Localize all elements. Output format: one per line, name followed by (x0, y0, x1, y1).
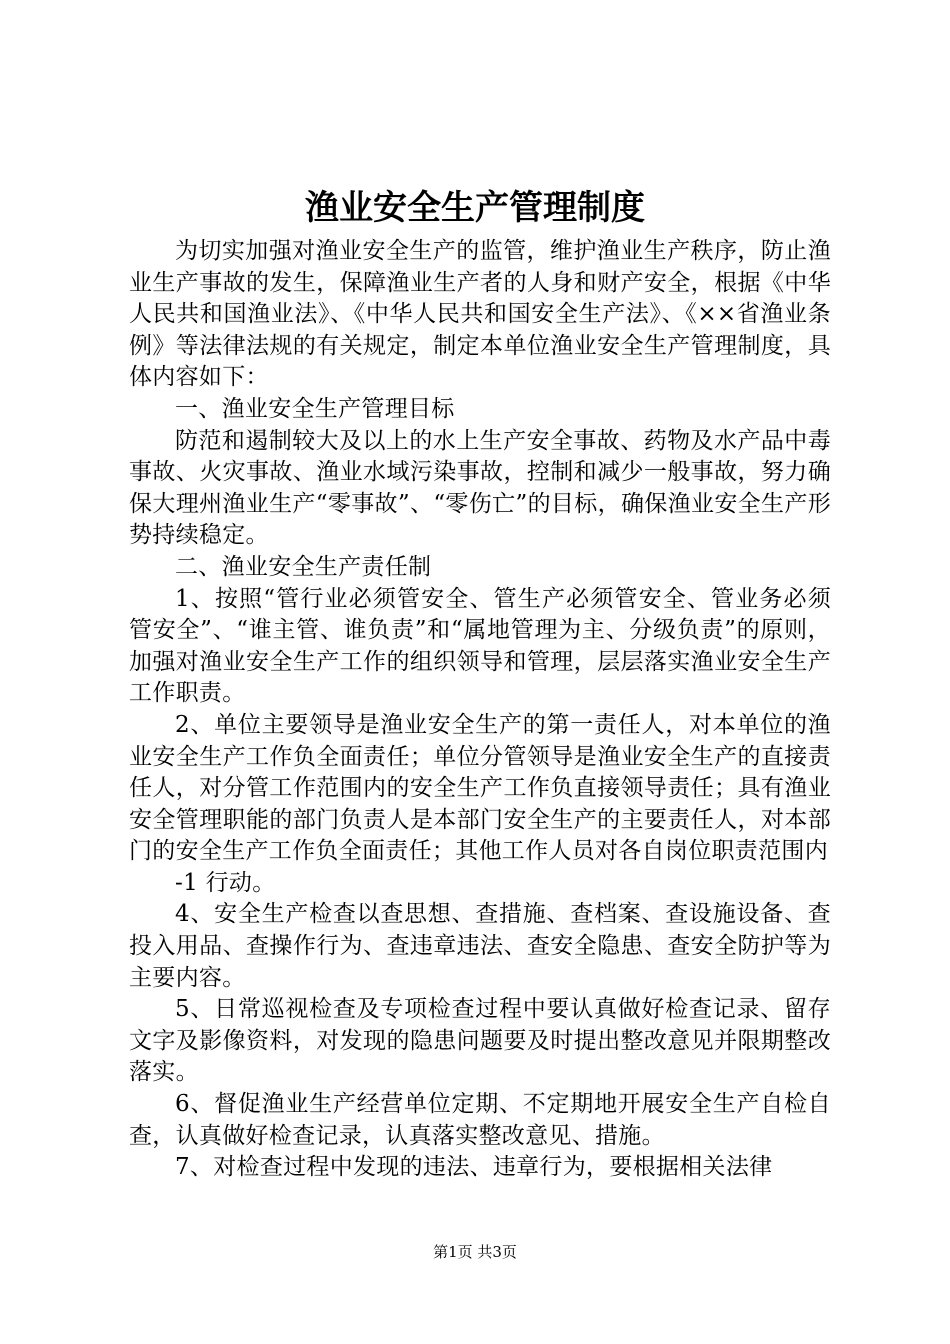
paragraph-item-6: 6、督促渔业生产经营单位定期、不定期地开展安全生产自检自查，认真做好检查记录，认真落实整改意见、措施。 (129, 1091, 831, 1149)
paragraph-fragment: -1 行动。 (175, 869, 276, 896)
paragraph-item-1: 1、按照“管行业必须管安全、管生产必须管安全、管业务必须管安全”、“谁主管、谁负责”和“属地管理为主、分级负责”的原则，加强对渔业安全生产工作的组织领导和管理，层层落实渔业安全生产工作职责。 (129, 585, 831, 707)
section-heading-1: 一、渔业安全生产管理目标 (175, 395, 455, 422)
page-number: 第1页 共3页 (433, 1243, 517, 1261)
paragraph-intro: 为切实加强对渔业安全生产的监管，维护渔业生产秩序，防止渔业生产事故的发生，保障渔业生产者的人身和财产安全，根据《中华人民共和国渔业法》、《中华人民共和国安全生产法》、《××省渔业条例》等法律法规的有关规定，制定本单位渔业安全生产管理制度，具体内容如下： (129, 238, 831, 391)
paragraph-item-7: 7、对检查过程中发现的违法、违章行为，要根据相关法律 (175, 1154, 773, 1181)
paragraph-item-5: 5、日常巡视检查及专项检查过程中要认真做好检查记录、留存文字及影像资料，对发现的隐患问题要及时提出整改意见并限期整改落实。 (129, 996, 831, 1086)
paragraph-item-4: 4、安全生产检查以查思想、查措施、查档案、查设施设备、查投入用品、查操作行为、查违章违法、查安全隐患、查安全防护等为主要内容。 (129, 901, 831, 991)
paragraph-goal: 防范和遏制较大及以上的水上生产安全事故、药物及水产品中毒事故、火灾事故、渔业水域污染事故，控制和减少一般事故，努力确保大理州渔业生产“零事故”、“零伤亡”的目标，确保渔业安全生产形势持续稳定。 (129, 427, 831, 549)
section-heading-2: 二、渔业安全生产责任制 (175, 553, 432, 580)
paragraph-item-2: 2、单位主要领导是渔业安全生产的第一责任人，对本单位的渔业安全生产工作负全面责任；单位分管领导是渔业安全生产的直接责任人，对分管工作范围内的安全生产工作负直接领导责任；具有渔业安全管理职能的部门负责人是本部门安全生产的主要责任人，对本部门的安全生产工作负全面责任；其他工作人员对各自岗位职责范围内 (129, 711, 831, 865)
document-body (129, 236, 831, 1184)
document-title: 渔业安全生产管理制度 (305, 188, 645, 228)
